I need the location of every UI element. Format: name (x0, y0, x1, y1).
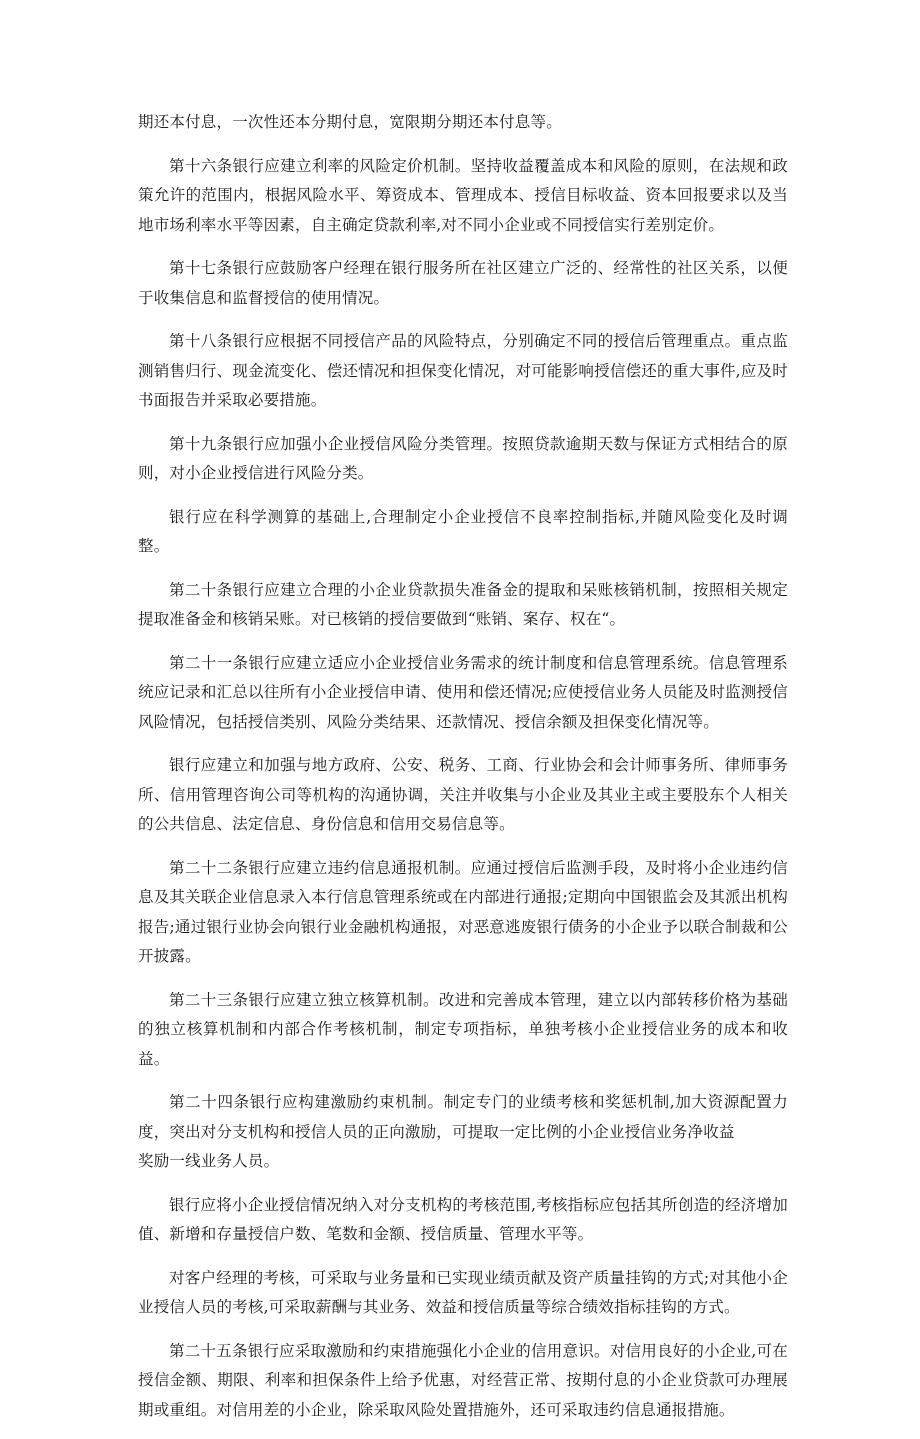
paragraph-article-21: 第二十一条银行应建立适应小企业授信业务需求的统计制度和信息管理系统。信息管理系统应记录和汇总以往所有小企业授信申请、使用和偿还情况;应使授信业务人员能及时监测授信风险情况，包括授信类别、风险分类结果、还款情况、授信余额及担保变化情况等。 (138, 653, 788, 731)
paragraph-article-16: 第十六条银行应建立利率的风险定价机制。坚持收益覆盖成本和风险的原则，在法规和政策允许的范围内，根据风险水平、筹资成本、管理成本、授信目标收益、资本回报要求以及当地市场利率水平等因素，自主确定贷款利率,对不同小企业或不同授信实行差别定价。 (138, 156, 788, 234)
paragraph-article-25: 第二十五条银行应采取激励和约束措施强化小企业的信用意识。对信用良好的小企业,可在授信金额、期限、利率和担保条件上给予优惠，对经营正常、按期付息的小企业贷款可办理展期或重组。对信用差的小企业，除采取风险处置措施外，还可采取违约信息通报措施。 (138, 1341, 788, 1419)
paragraph-article-24-continuation: 奖励一线业务人员。 (138, 1152, 280, 1170)
paragraph-nonperforming-ratio: 银行应在科学测算的基础上,合理制定小企业授信不良率控制指标,并随风险变化及时调整。 (138, 507, 788, 555)
paragraph-branch-assessment: 银行应将小企业授信情况纳入对分支机构的考核范围,考核指标应包括其所创造的经济增加值、新增和存量授信户数、笔数和金额、授信质量、管理水平等。 (138, 1195, 788, 1243)
paragraph-manager-assessment: 对客户经理的考核，可采取与业务量和已实现业绩贡献及资产质量挂钩的方式;对其他小企业授信人员的考核,可采取薪酬与其业务、效益和授信质量等综合绩效指标挂钩的方式。 (138, 1268, 788, 1316)
paragraph-article-18: 第十八条银行应根据不同授信产品的风险特点，分别确定不同的授信后管理重点。重点监测销售归行、现金流变化、偿还情况和担保变化情况，对可能影响授信偿还的重大事件,应及时书面报告并采取必要措施。 (138, 332, 788, 409)
paragraph-article-24: 第二十四条银行应构建激励约束机制。制定专门的业绩考核和奖惩机制,加大资源配置力度，突出对分支机构和授信人员的正向激励，可提取一定比例的小企业授信业务净收益 (138, 1093, 788, 1141)
paragraph-article-20: 第二十条银行应建立合理的小企业贷款损失准备金的提取和呆账核销机制，按照相关规定提取准备金和核销呆账。对已核销的授信要做到“账销、案存、权在“。 (138, 580, 788, 628)
paragraph-article-17: 第十七条银行应鼓励客户经理在银行服务所在社区建立广泛的、经常性的社区关系，以便于收集信息和监督授信的使用情况。 (138, 259, 788, 307)
paragraph-article-19: 第十九条银行应加强小企业授信风险分类管理。按照贷款逾期天数与保证方式相结合的原则，对小企业授信进行风险分类。 (138, 434, 788, 482)
paragraph-article-22: 第二十二条银行应建立违约信息通报机制。应通过授信后监测手段，及时将小企业违约信息及其关联企业信息录入本行信息管理系统或在内部进行通报;定期向中国银监会及其派出机构报告;通过银行业协会向银行业金融机构通报，对恶意逃废银行债务的小企业予以联合制裁和公开披露。 (138, 858, 788, 965)
paragraph-coordination: 银行应建立和加强与地方政府、公安、税务、工商、行业协会和会计师事务所、律师事务所、信用管理咨询公司等机构的沟通协调，关注并收集与小企业及其业主或主要股东个人相关的公共信息、法定信息、身份信息和信用交易信息等。 (138, 756, 788, 833)
paragraph-article-23: 第二十三条银行应建立独立核算机制。改进和完善成本管理，建立以内部转移价格为基础的独立核算机制和内部合作考核机制，制定专项指标，单独考核小企业授信业务的成本和收益。 (138, 990, 788, 1068)
paragraph-continuation: 期还本付息，一次性还本分期付息，宽限期分期还本付息等。 (138, 113, 562, 131)
document-page (138, 108, 788, 1439)
